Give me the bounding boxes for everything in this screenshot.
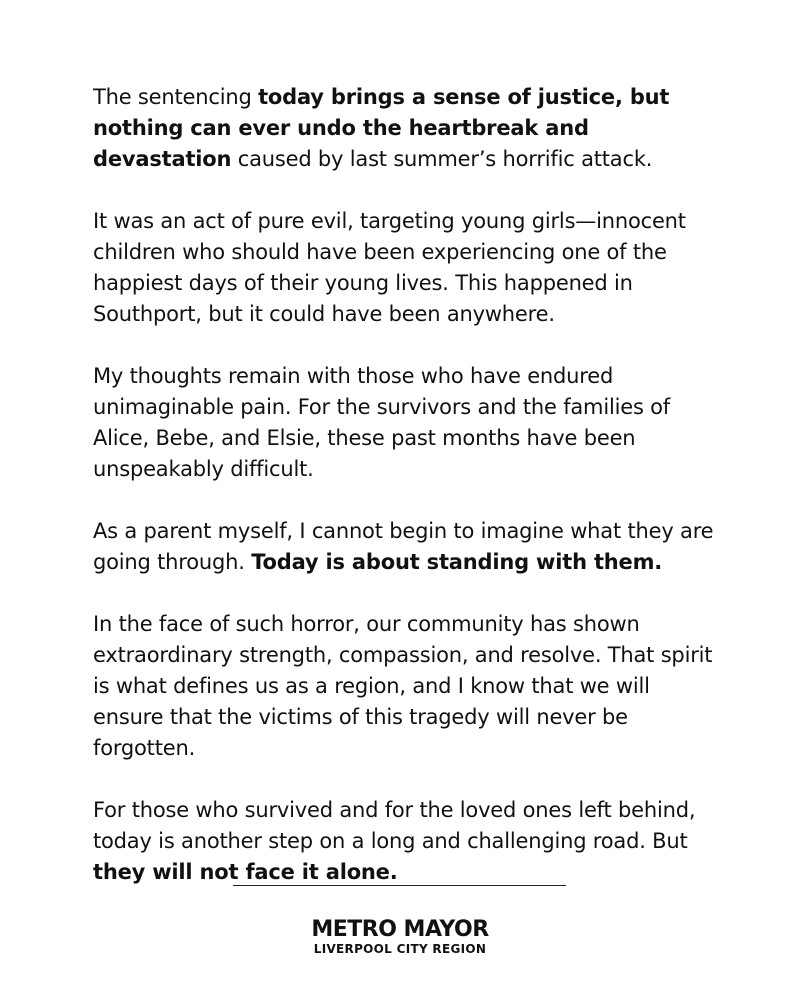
paragraph-6-text-a: For those who survived and for the loved ones left behind, today is another step on a long and challenging road. But [93, 798, 696, 853]
paragraph-6-bold: they will not face it alone. [93, 860, 398, 884]
paragraph-2: It was an act of pure evil, targeting young girls—innocent children who should have been experiencing one of the happiest days of their young lives. This happened in Southport, but it could have been anywhere. [93, 209, 686, 326]
statement-body [93, 82, 723, 919]
paragraph-1-text-a: The sentencing [93, 85, 259, 109]
paragraph-4-text-a: As a parent myself, I cannot begin to imagine what they are going through. [93, 519, 714, 574]
logo-sub-text: LIVERPOOL CITY REGION [313, 942, 487, 956]
paragraph-6 [93, 795, 723, 888]
paragraph-4 [93, 516, 723, 578]
paragraph-5: In the face of such horror, our community has shown extraordinary strength, compassion, and resolve. That spirit is what defines us as a region, and I know that we will ensure that the victims of this tragedy will never be forgotten. [93, 612, 713, 760]
paragraph-3: My thoughts remain with those who have endured unimaginable pain. For the survivors and the families of Alice, Bebe, and Elsie, these past months have been unspeakably difficult. [93, 364, 670, 481]
paragraph-4-bold: Today is about standing with them. [251, 550, 663, 574]
paragraph-1 [93, 82, 723, 175]
divider-line [233, 885, 566, 886]
paragraph-1-text-c: caused by last summer’s horrific attack. [231, 147, 653, 171]
paragraph-1-bold: today brings a sense of justice, but nothing can ever undo the heartbreak and devastation [93, 85, 670, 171]
logo-main-text: METRO MAYOR [311, 917, 489, 942]
metro-mayor-logo [0, 918, 800, 956]
